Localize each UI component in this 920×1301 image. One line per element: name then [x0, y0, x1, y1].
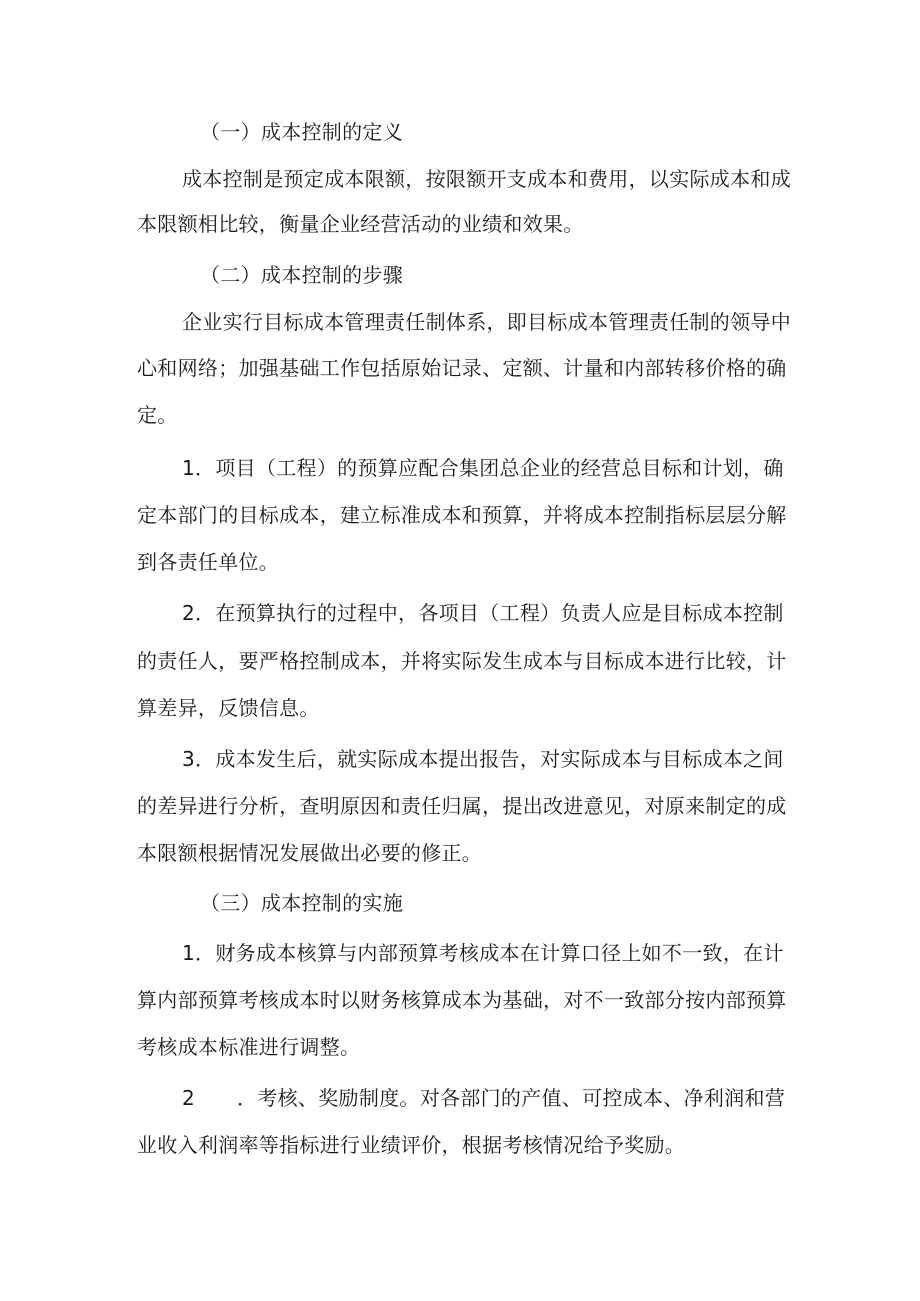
paragraph-line: 的差异进行分析，查明原因和责任归属，提出改进意见，对原来制定的成 [137, 794, 787, 818]
paragraph-line: 3．成本发生后，就实际成本提出报告，对实际成本与目标成本之间 [182, 747, 784, 771]
paragraph-line: 到各责任单位。 [137, 550, 280, 574]
paragraph-line: 心和网络；加强基础工作包括原始记录、定额、计量和内部转移价格的确 [137, 356, 787, 380]
paragraph-line: 算差异，反馈信息。 [137, 696, 320, 720]
paragraph-line: 企业实行目标成本管理责任制体系，即目标成本管理责任制的领导中 [182, 310, 791, 334]
paragraph-line: 定。 [137, 403, 178, 427]
paragraph-line: 业收入利润率等指标进行业绩评价，根据考核情况给予奖励。 [137, 1133, 686, 1157]
paragraph-line: 本限额相比较，衡量企业经营活动的业绩和效果。 [137, 212, 584, 236]
paragraph-line: 成本控制是预定成本限额，按限额开支成本和费用，以实际成本和成 [182, 167, 791, 191]
section-heading-3: （三）成本控制的实施 [200, 891, 403, 915]
paragraph-line: 本限额根据情况发展做出必要的修正。 [137, 841, 483, 865]
paragraph-line: 1．项目（工程）的预算应配合集团总企业的经营总目标和计划，确 [182, 456, 784, 480]
paragraph-line: 2．在预算执行的过程中，各项目（工程）负责人应是目标成本控制 [182, 601, 784, 625]
section-heading-2: （二）成本控制的步骤 [200, 263, 403, 287]
paragraph-line: 考核成本标准进行调整。 [137, 1035, 361, 1059]
item-number: 2 [182, 1086, 196, 1110]
paragraph-line: 1．财务成本核算与内部预算考核成本在计算口径上如不一致，在计 [182, 941, 784, 965]
paragraph-line-numbered [182, 1086, 785, 1110]
paragraph-line: 定本部门的目标成本，建立标准成本和预算，并将成本控制指标层层分解 [137, 503, 787, 527]
item-text: ．考核、奖励制度。对各部门的产值、可控成本、净利润和营 [237, 1086, 786, 1110]
section-heading-1: （一）成本控制的定义 [200, 120, 403, 144]
paragraph-line: 的责任人，要严格控制成本，并将实际发生成本与目标成本进行比较，计 [137, 649, 787, 673]
paragraph-line: 算内部预算考核成本时以财务核算成本为基础，对不一致部分按内部预算 [137, 988, 787, 1012]
